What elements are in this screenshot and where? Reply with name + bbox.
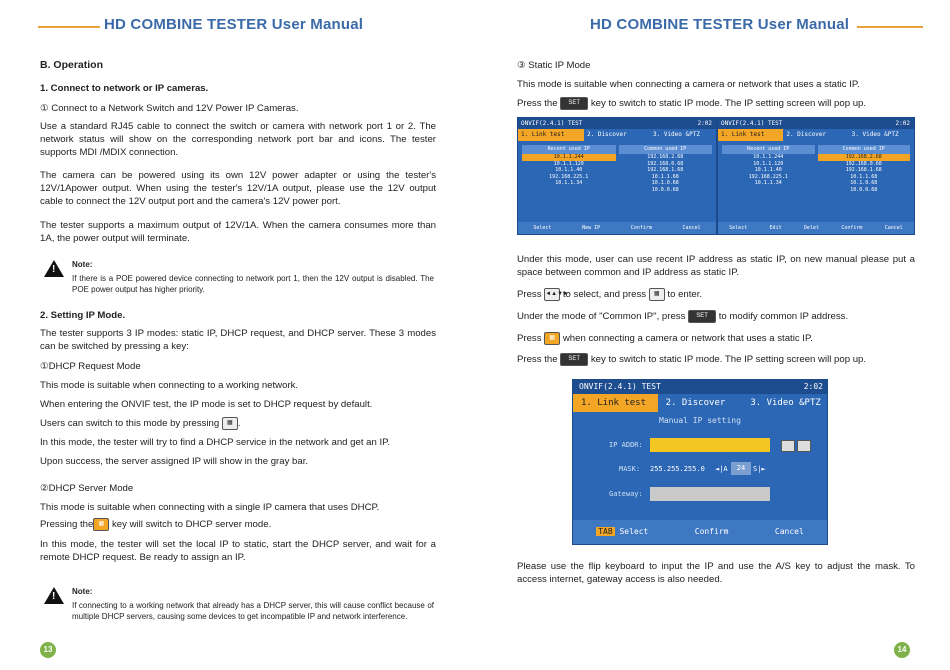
arrow-keys-icon: ◄▲▼►	[544, 288, 560, 301]
confirm-action[interactable]: Confirm	[841, 225, 863, 231]
r-para-4	[517, 288, 702, 301]
screen-bottom-bar	[518, 222, 716, 234]
common-ip[interactable]: 192.168.0.68	[647, 160, 684, 167]
screen-tabs	[718, 129, 914, 141]
mask-value: 255.255.255.0	[650, 465, 705, 473]
common-ip[interactable]: 192.168.1.68	[647, 167, 684, 173]
recent-ip[interactable]: 10.1.1.120	[753, 160, 784, 167]
common-ip[interactable]: 10.1.0.68	[651, 180, 679, 186]
dhcp-request-title: ①DHCP Request Mode	[40, 361, 141, 372]
gateway-input[interactable]	[650, 487, 770, 501]
common-ip[interactable]: 192.168.2.68	[818, 154, 911, 161]
recent-ip[interactable]: 10.1.1.34	[754, 180, 782, 186]
new-ip-action[interactable]: New IP	[582, 225, 601, 231]
para-3: The tester supports a maximum output of 12V/1A. When the camera consumes more than 1A, the power output will terminate.	[40, 220, 436, 244]
screen-title: ONVIF(2.4.1) TEST	[521, 120, 583, 127]
recent-ip-column	[722, 145, 815, 193]
tab-key: TAB	[598, 527, 613, 536]
para-7-a: Users can switch to this mode by pressing	[40, 418, 220, 430]
mask-bits[interactable]: 24	[731, 462, 751, 475]
dhcp-server-key-icon: ▦	[93, 518, 109, 531]
screen-common-ip	[717, 117, 915, 235]
r-para-1: This mode is suitable when connecting a camera or network that uses a static IP.	[517, 79, 860, 90]
recent-ip[interactable]: 10.1.1.40	[555, 167, 583, 173]
s1-title: 1. Connect to network or IP cameras.	[40, 83, 209, 94]
para-12: In this mode, the tester will set the local IP to static, start the DHCP server, and wait for a remote DHCP request. Be ready to assign an IP.	[40, 539, 436, 563]
para-2: The camera can be powered using its own 12V power adapter or using the tester's 12V/1Apower output. When using the tester's 12V/1A output, please use the 12V output cable to connect the 12V output port and the camera's 12V power port.	[40, 170, 436, 207]
tab-video-ptz[interactable]: 3. Video &PTZ	[653, 131, 700, 138]
mask-a-key[interactable]: ◄|A	[715, 465, 728, 473]
para-4: The tester supports 3 IP modes: static IP, DHCP request, and DHCP server. These 3 modes can be switched by pressing a key:	[40, 328, 436, 352]
screen-titlebar	[573, 380, 827, 394]
s1-sub: ① Connect to a Network Switch and 12V Power IP Cameras.	[40, 103, 299, 114]
screen-recent-ip	[517, 117, 717, 235]
r-para-2-b: key to switch to static IP mode. The IP setting screen will pop up.	[590, 98, 867, 110]
common-ip-column	[619, 145, 713, 193]
select-label: Select	[619, 527, 649, 536]
section-title: B. Operation	[40, 59, 104, 71]
tab-discover[interactable]: 2. Discover	[786, 131, 827, 138]
screen-tabs	[518, 129, 716, 141]
confirm-action[interactable]: Confirm	[694, 527, 729, 536]
keyboard-icon-2[interactable]	[797, 440, 811, 452]
s2-title: 2. Setting IP Mode.	[40, 310, 126, 321]
r-para-2-a: Press the	[517, 98, 558, 110]
recent-ip-column	[522, 145, 616, 193]
common-header: Common used IP	[619, 145, 713, 154]
common-ip[interactable]: 192.168.0.68	[845, 160, 882, 167]
ip-addr-label: IP ADDR:	[609, 441, 643, 449]
screen-time: 2:02	[895, 120, 910, 127]
r-para-5	[517, 310, 848, 323]
screen-title: ONVIF(2.4.1) TEST	[721, 120, 783, 127]
dhcp-server-title: ②DHCP Server Mode	[40, 483, 134, 494]
para-5: This mode is suitable when connecting to a working network.	[40, 380, 299, 391]
r-para-6	[517, 332, 813, 345]
set-key-icon: SET	[688, 310, 716, 323]
screen-titlebar	[718, 118, 914, 129]
select-action[interactable]: Select	[533, 225, 552, 231]
cancel-action[interactable]: Cancel	[884, 225, 903, 231]
para-11	[40, 518, 271, 531]
mask-s-key[interactable]: S|►	[753, 465, 766, 473]
note-label: Note:	[72, 260, 93, 269]
keyboard-icon[interactable]	[781, 440, 795, 452]
para-11-b: key will switch to DHCP server mode.	[112, 519, 272, 531]
select-action[interactable]	[596, 520, 648, 544]
r-para-6-a: Press	[517, 333, 542, 345]
note-2: If connecting to a working network that already has a DHCP server, this will cause conflict because of multiple DHCP servers, causing some devices to get incompatible IP and network interference.	[72, 601, 434, 621]
recent-header: Recent used IP	[722, 145, 815, 154]
edit-action[interactable]: Edit	[769, 225, 782, 231]
screen-bottom-bar	[718, 222, 914, 234]
set-key-icon: SET	[560, 97, 588, 110]
tab-discover[interactable]: 2. Discover	[665, 398, 726, 408]
r-para-5-b: to modify common IP address.	[718, 311, 849, 323]
recent-ip[interactable]: 10.1.1.244	[522, 154, 616, 161]
screen-manual-ip	[572, 379, 828, 545]
screen-tabs	[573, 394, 827, 412]
delete-action[interactable]: Delet	[803, 225, 819, 231]
tab-link-test[interactable]: 1. Link test	[718, 129, 783, 141]
common-ip-column	[818, 145, 911, 193]
r-para-2	[517, 97, 866, 110]
para-11-a: Pressing the	[40, 519, 94, 531]
para-7-b: .	[237, 418, 241, 430]
r-para-7	[517, 353, 866, 366]
common-ip[interactable]: 192.168.2.68	[647, 154, 684, 160]
recent-ip[interactable]: 192.168.225.1	[549, 173, 589, 180]
tab-video-ptz[interactable]: 3. Video &PTZ	[750, 398, 821, 408]
recent-ip[interactable]: 192.168.225.1	[748, 173, 788, 180]
r-para-4-a: Press	[517, 289, 542, 301]
manual-title: Manual IP setting	[659, 416, 741, 425]
warning-icon-2	[44, 587, 64, 604]
left-header: HD COMBINE TESTER User Manual	[104, 16, 364, 33]
set-key-icon: SET	[560, 353, 588, 366]
screen-time: 2:02	[697, 120, 712, 127]
enter-key-icon: ▦	[649, 288, 665, 301]
common-ip[interactable]: 10.1.1.68	[850, 173, 878, 180]
note-1: If there is a POE powered device connecting to network port 1, then the 12V output is disabled. The POE power output has higher priority.	[72, 274, 434, 294]
r-para-7-b: key to switch to static IP mode. The IP setting screen will pop up.	[590, 354, 867, 366]
warning-icon	[44, 260, 64, 277]
tab-link-test[interactable]: 1. Link test	[573, 394, 658, 412]
page-number-left: 13	[40, 642, 56, 658]
confirm-action[interactable]: Confirm	[630, 225, 652, 231]
para-8: In this mode, the tester will try to find a DHCP service in the network and get an IP.	[40, 437, 390, 448]
static-title: ③ Static IP Mode	[517, 60, 591, 71]
select-action[interactable]: Select	[729, 225, 748, 231]
right-page	[475, 0, 950, 670]
para-7	[40, 417, 241, 430]
para-9: Upon success, the server assigned IP will show in the gray bar.	[40, 456, 309, 467]
r-para-7-a: Press the	[517, 354, 558, 366]
recent-ip[interactable]: 10.1.1.244	[753, 154, 784, 160]
common-ip[interactable]: 192.168.1.68	[845, 167, 882, 173]
recent-ip[interactable]: 10.1.1.40	[754, 167, 782, 173]
header-rule	[38, 26, 100, 28]
screen-title: ONVIF(2.4.1) TEST	[579, 382, 661, 391]
common-header: Common used IP	[818, 145, 911, 154]
static-ip-key-icon: ▦	[544, 332, 560, 345]
common-ip[interactable]: 10.1.0.68	[850, 180, 878, 186]
ip-addr-input[interactable]	[650, 438, 770, 452]
para-6: When entering the ONVIF test, the IP mode is set to DHCP request by default.	[40, 399, 373, 410]
common-ip[interactable]: 10.0.0.68	[651, 186, 679, 193]
common-ip[interactable]: 10.0.0.68	[850, 186, 878, 193]
r-para-8: Please use the flip keyboard to input the IP and use the A/S key to adjust the mask. To access internet, gateway access is also needed.	[517, 561, 915, 585]
header-rule-right	[857, 26, 923, 28]
r-para-5-a: Under the mode of "Common IP", press	[517, 311, 686, 323]
para-10: This mode is suitable when connecting with a single IP camera that uses DHCP.	[40, 502, 380, 513]
right-header: HD COMBINE TESTER User Manual	[590, 16, 850, 33]
dhcp-request-key-icon: ▦	[222, 417, 238, 430]
tab-discover[interactable]: 2. Discover	[587, 131, 627, 138]
tab-link-test[interactable]: 1. Link test	[518, 129, 584, 141]
r-para-6-b: when connecting a camera or network that uses a static IP.	[562, 333, 813, 345]
common-ip[interactable]: 10.1.1.68	[651, 173, 679, 180]
screen-time: 2:02	[803, 382, 823, 391]
tab-video-ptz[interactable]: 3. Video &PTZ	[851, 131, 899, 138]
cancel-action[interactable]: Cancel	[682, 225, 701, 231]
screen-titlebar	[518, 118, 716, 129]
r-para-4-b: to select, and press	[562, 289, 647, 301]
r-para-4-c: to enter.	[667, 289, 703, 301]
recent-header: Recent used IP	[522, 145, 616, 154]
page-number-right: 14	[894, 642, 910, 658]
note-2-label: Note:	[72, 587, 93, 596]
mask-label: MASK:	[619, 465, 641, 473]
r-para-3: Under this mode, user can use recent IP address as static IP, on new manual please put a space between common and IP address as static IP.	[517, 254, 915, 278]
screen-bottom-bar	[573, 520, 827, 544]
cancel-action[interactable]: Cancel	[774, 527, 804, 536]
recent-ip[interactable]: 10.1.1.120	[553, 160, 584, 167]
gateway-label: Gateway:	[609, 490, 643, 498]
recent-ip[interactable]: 10.1.1.34	[555, 180, 583, 186]
para-1: Use a standard RJ45 cable to connect the switch or camera with network port 1 or 2. The network status will show on the corresponding network port bar and icons. The tester supports MDI /MDIX connection.	[40, 121, 436, 158]
